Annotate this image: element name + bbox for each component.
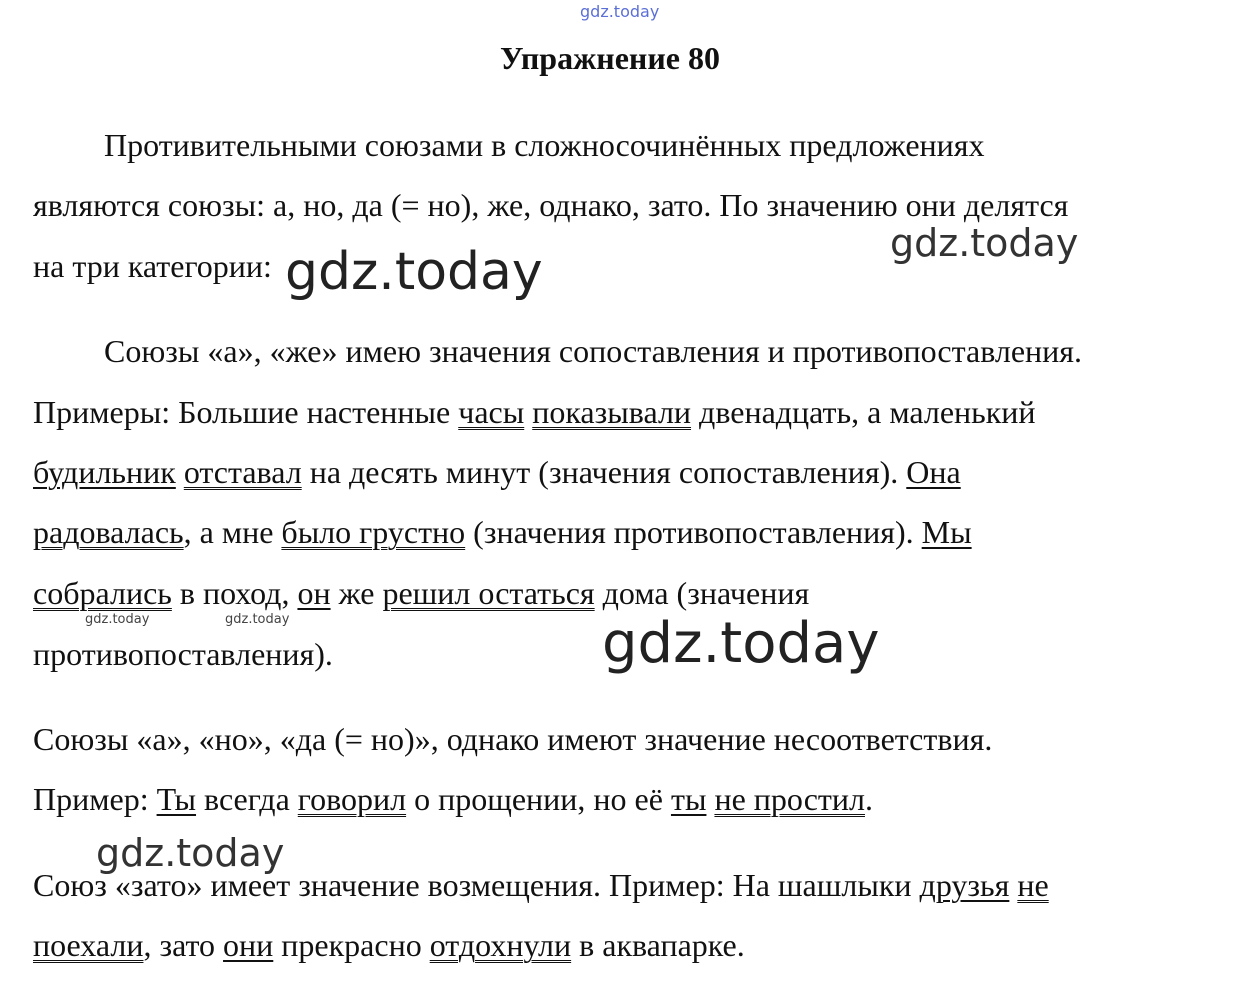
paragraph-2-line-6: противопоставления).	[33, 636, 333, 672]
predicate-word: не простил	[714, 781, 865, 817]
text-segment: (значения противопоставления).	[465, 514, 922, 550]
paragraph-2-line-4	[33, 515, 972, 550]
paragraph-1-line-1: Противительными союзами в сложносочинённых предложениях	[104, 127, 985, 163]
predicate-word: отставал	[183, 454, 302, 490]
exercise-title: Упражнение 80	[499, 40, 720, 76]
predicate-word: решил остаться	[382, 575, 595, 611]
watermark-top: gdz.today	[580, 2, 660, 21]
watermark-large: gdz.today	[602, 611, 880, 676]
paragraph-2-line-2	[33, 395, 1036, 430]
text-segment: Пример:	[33, 781, 157, 817]
text-segment: Примеры: Большие настенные	[33, 394, 459, 430]
text-segment: на десять минут (значения сопоставления).	[301, 454, 907, 490]
subject-word: Мы	[921, 514, 972, 550]
watermark-large: gdz.today	[96, 831, 285, 875]
text-segment: .	[864, 781, 873, 817]
predicate-word: было грустно	[281, 514, 466, 550]
predicate-word: говорил	[297, 781, 407, 817]
paragraph-3-line-2	[33, 782, 873, 817]
paragraph-4-line-2	[33, 928, 745, 963]
subject-word: часы	[458, 394, 525, 430]
subject-word: ты	[670, 781, 707, 817]
predicate-word: отдохнули	[429, 927, 572, 963]
paragraph-2-line-1: Союзы «а», «же» имею значения сопоставления и противопоставления.	[104, 333, 1083, 369]
paragraph-1-line-2: являются союзы: а, но, да (= но), же, однако, зато. По значению они делятся	[33, 187, 1069, 223]
watermark-large: gdz.today	[285, 242, 543, 302]
subject-word: друзья	[919, 867, 1010, 903]
predicate-word: радовалась	[33, 514, 184, 550]
text-segment: прекрасно	[273, 927, 430, 963]
text-segment: , зато	[143, 927, 224, 963]
text-segment: о прощении, но её	[406, 781, 671, 817]
text-segment: всегда	[196, 781, 298, 817]
subject-word: Ты	[156, 781, 197, 817]
text-segment: в поход,	[171, 575, 298, 611]
text-segment: , а мне	[183, 514, 282, 550]
subject-word: они	[223, 927, 274, 963]
paragraph-3-line-1: Союзы «а», «но», «да (= но)», однако имеют значение несоответствия.	[33, 721, 993, 757]
watermark-large: gdz.today	[890, 221, 1079, 265]
subject-word: он	[297, 575, 331, 611]
paragraph-2-line-5	[33, 576, 809, 611]
text-segment: в аквапарке.	[571, 927, 745, 963]
text-segment: дома (значения	[594, 575, 810, 611]
text-segment: же	[330, 575, 383, 611]
predicate-word: собрались	[33, 575, 172, 611]
predicate-word: показывали	[532, 394, 692, 430]
predicate-word: поехали	[33, 927, 144, 963]
watermark-small: gdz.today	[225, 612, 290, 627]
predicate-word: не	[1017, 867, 1049, 903]
watermark-small: gdz.today	[85, 612, 150, 627]
text-segment	[176, 454, 184, 490]
subject-word: будильник	[33, 454, 176, 490]
text-segment: Союз «зато» имеет значение возмещения. Пример: На шашлыки	[33, 867, 920, 903]
text-segment: двенадцать, а маленький	[691, 394, 1036, 430]
paragraph-1-line-3: на три категории:	[33, 248, 272, 284]
subject-word: Она	[906, 454, 961, 490]
paragraph-2-line-3	[33, 455, 961, 490]
